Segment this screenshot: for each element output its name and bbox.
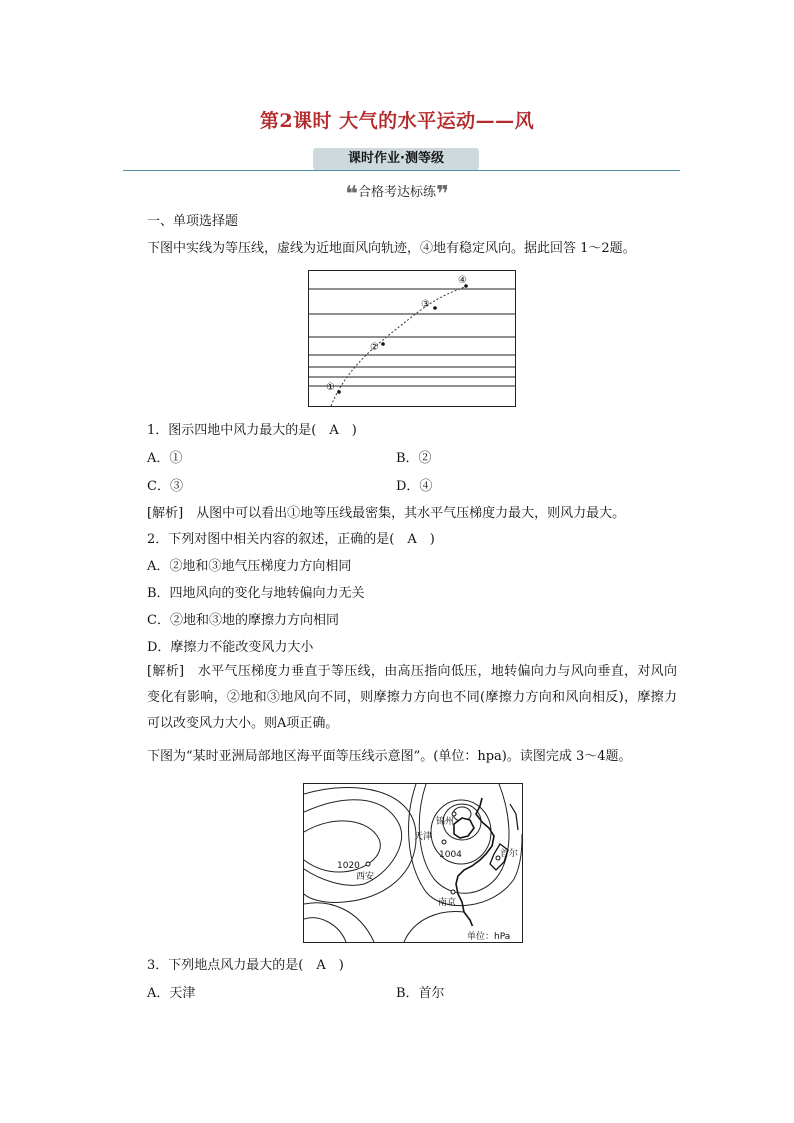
isobar-curve xyxy=(304,903,374,942)
q3-stem: 3．下列地点风力最大的是( A ) xyxy=(147,958,344,973)
homework-badge: 课时作业·测等级 xyxy=(313,148,479,170)
section-heading xyxy=(0,181,794,207)
label-1004: 1004 xyxy=(439,850,462,860)
page-title: 第2课时 大气的水平运动——风 xyxy=(259,110,535,132)
q1-analysis: [解析] 从图中可以看出①地等压线最密集，其水平气压梯度力最大，则风力最大。 xyxy=(147,506,626,521)
isobar-curve xyxy=(304,918,346,942)
section-label: 合格考达标练 xyxy=(357,185,436,200)
wind-track xyxy=(331,286,467,406)
open-quote-icon: ❝ xyxy=(345,182,358,207)
header-divider xyxy=(123,170,680,171)
part-heading: 一、单项选择题 xyxy=(147,214,239,229)
label-tianjin: 天津 xyxy=(414,832,433,842)
q1-option-d[interactable]: D．④ xyxy=(396,479,433,494)
q1-stem: 1．图示四地中风力最大的是( A ) xyxy=(147,423,357,438)
japan-coast xyxy=(510,804,518,830)
intro-paragraph-2: 下图为“某时亚洲局部地区海平面等压线示意图”。(单位：hpa)。读图完成 3～4题。 xyxy=(147,749,632,764)
nanjing-point xyxy=(451,890,455,894)
isobar-curve xyxy=(304,800,402,886)
q2-stem: 2．下列对图中相关内容的叙述，正确的是( A ) xyxy=(147,532,435,547)
label-nanjing: 南京 xyxy=(438,898,457,908)
xian-point xyxy=(366,862,370,866)
marker-2: ② xyxy=(370,342,379,353)
asia-isobar-map xyxy=(303,783,523,943)
q1-option-b[interactable]: B．② xyxy=(396,451,432,466)
marker-1: ① xyxy=(326,382,335,393)
point-2 xyxy=(381,342,385,346)
label-unit: 单位：hPa xyxy=(467,932,511,942)
close-quote-icon: ❞ xyxy=(436,182,449,207)
intro-paragraph-1: 下图中实线为等压线，虚线为近地面风向轨迹，④地有稳定风向。据此回答 1～2题。 xyxy=(147,241,636,256)
marker-4: ④ xyxy=(458,275,467,286)
label-seoul: 首尔 xyxy=(500,849,519,859)
q3-option-b[interactable]: B．首尔 xyxy=(396,986,445,1001)
label-1020: 1020 xyxy=(337,861,360,871)
point-3 xyxy=(433,306,437,310)
q2-option-d[interactable]: D．摩擦力不能改变风力大小 xyxy=(147,640,314,655)
label-jinzhou: 锦州 xyxy=(436,817,455,827)
bohai-coast xyxy=(454,818,474,838)
isobar-figure-1 xyxy=(308,270,516,407)
tianjin-point xyxy=(442,840,446,844)
q3-option-a[interactable]: A．天津 xyxy=(147,986,196,1001)
q2-option-b[interactable]: B．四地风向的变化与地转偏向力无关 xyxy=(147,586,365,601)
q2-option-a[interactable]: A．②地和③地气压梯度力方向相同 xyxy=(147,559,352,574)
q2-analysis: [解析] 水平气压梯度力垂直于等压线，由高压指向低压，地转偏向力与风向垂直，对风向变化有影响，②地和③地风向不同，则摩擦力方向也不同(摩擦力方向和风向相反)，摩擦力可以改变风力大小。则A项正确。 xyxy=(147,664,677,731)
q1-option-a[interactable]: A．① xyxy=(147,451,183,466)
label-xian: 西安 xyxy=(356,872,375,882)
isobar-diagram xyxy=(309,271,515,406)
jinzhou-point xyxy=(452,812,456,816)
q1-option-c[interactable]: C．③ xyxy=(147,479,183,494)
asia-map-svg xyxy=(304,784,522,942)
point-1 xyxy=(337,390,341,394)
marker-3: ③ xyxy=(421,299,430,310)
q2-option-c[interactable]: C．②地和③地的摩擦力方向相同 xyxy=(147,613,339,628)
